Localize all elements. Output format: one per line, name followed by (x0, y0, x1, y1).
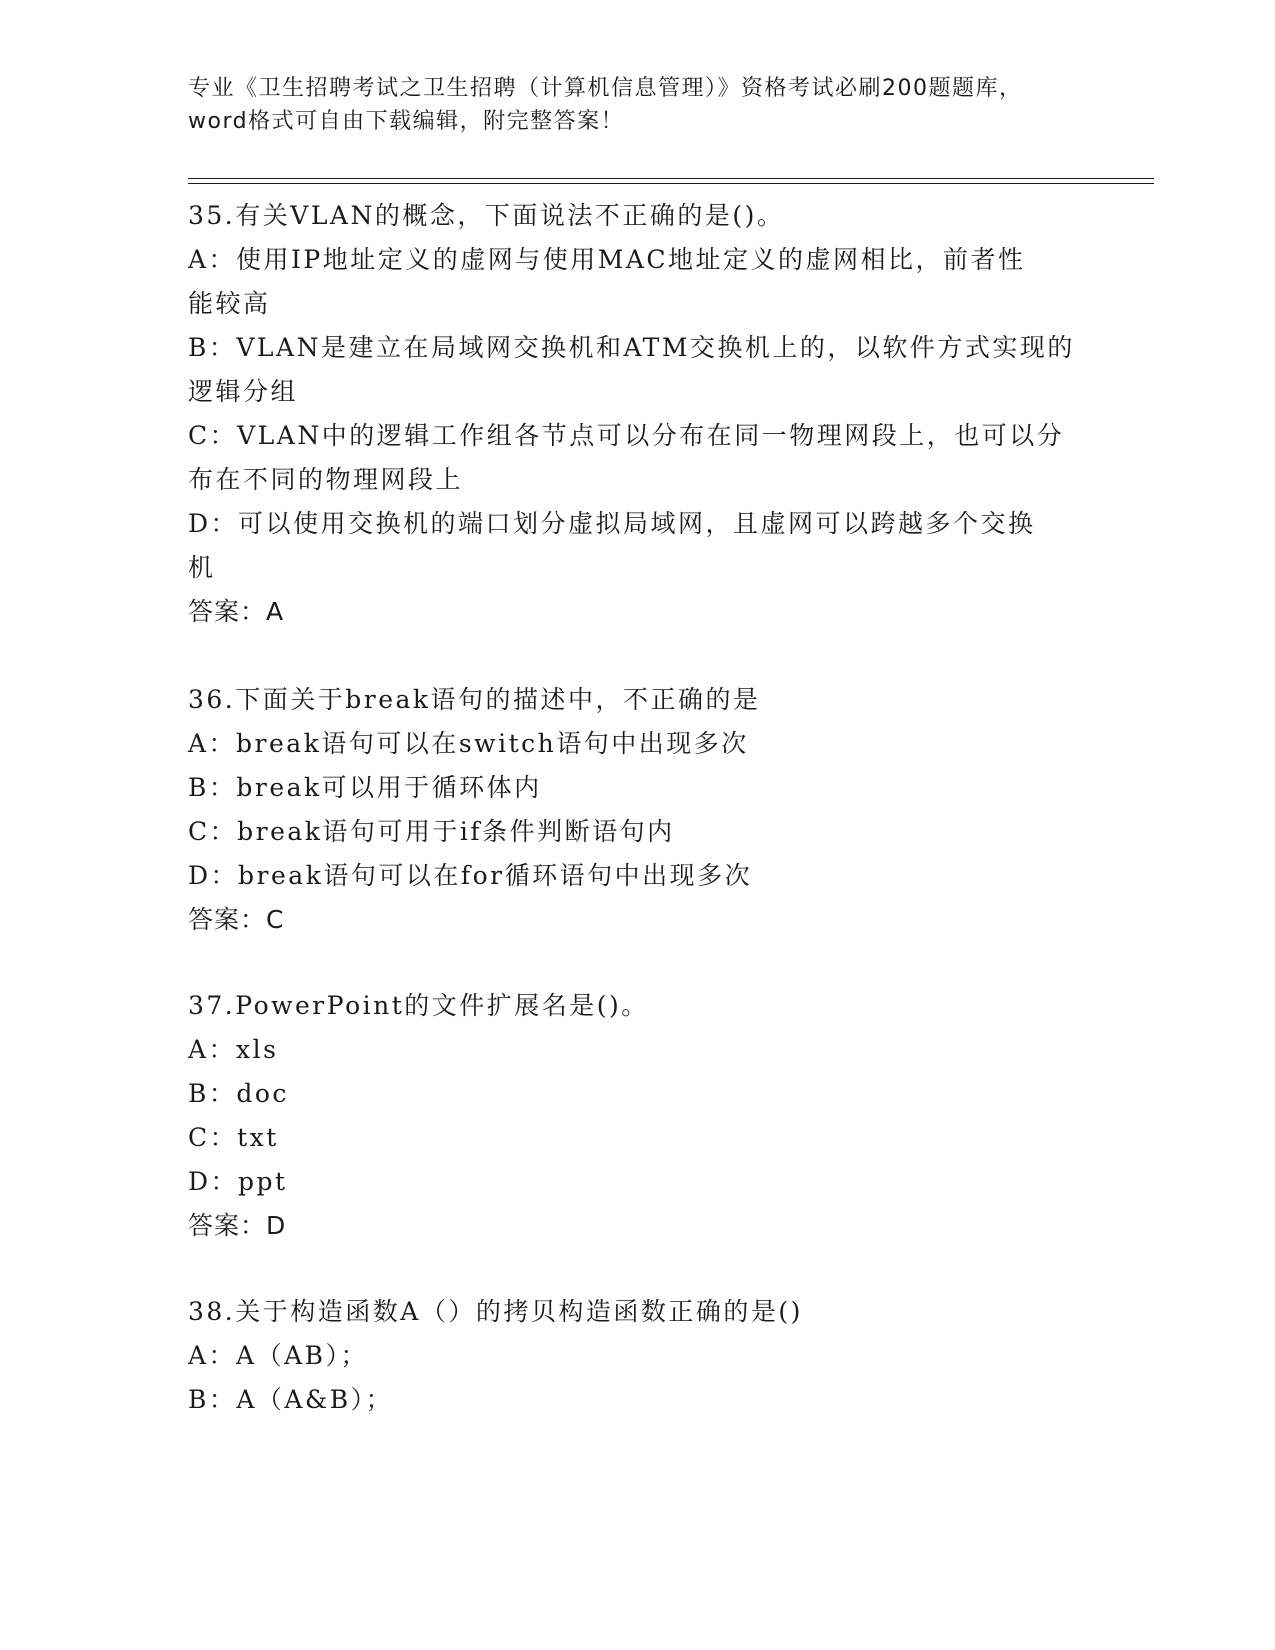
question-37-option-d: D：ppt (188, 1167, 288, 1196)
question-35-option-c: C：VLAN中的逻辑工作组各节点可以分布在同一物理网段上，也可以分 (188, 421, 1065, 450)
question-35-answer: 答案：A (188, 597, 285, 626)
question-36-option-a: A：break语句可以在switch语句中出现多次 (188, 729, 749, 758)
document-header (188, 72, 1088, 138)
question-38-stem: 38.关于构造函数A（）的拷贝构造函数正确的是() (188, 1297, 803, 1326)
question-38-option-a: A：A（AB）； (188, 1341, 369, 1370)
question-36-option-b: B：break可以用于循环体内 (188, 773, 542, 802)
question-36-stem: 36.下面关于break语句的描述中，不正确的是 (188, 685, 761, 714)
question-35-stem: 35.有关VLAN的概念，下面说法不正确的是()。 (188, 201, 785, 230)
question-36-option-d: D：break语句可以在for循环语句中出现多次 (188, 861, 753, 890)
question-37-option-a: A：xls (188, 1035, 279, 1064)
question-35-option-d-cont: 机 (188, 553, 216, 582)
question-35-option-b: B：VLAN是建立在局域网交换机和ATM交换机上的，以软件方式实现的 (188, 333, 1075, 362)
header-divider-top (188, 178, 1154, 179)
question-35-option-d: D：可以使用交换机的端口划分虚拟局域网，且虚网可以跨越多个交换 (188, 509, 1036, 538)
question-37-answer: 答案：D (188, 1211, 287, 1240)
question-35-option-a-cont: 能较高 (188, 289, 271, 318)
question-37-option-b: B：doc (188, 1079, 289, 1108)
question-36-answer: 答案：C (188, 905, 285, 934)
question-36-option-c: C：break语句可用于if条件判断语句内 (188, 817, 675, 846)
question-37-option-c: C：txt (188, 1123, 279, 1152)
header-divider-bottom (188, 183, 1154, 184)
question-37-stem: 37.PowerPoint的文件扩展名是()。 (188, 991, 649, 1020)
question-35-option-b-cont: 逻辑分组 (188, 377, 299, 406)
question-35-option-c-cont: 布在不同的物理网段上 (188, 465, 464, 494)
question-35-option-a: A：使用IP地址定义的虚网与使用MAC地址定义的虚网相比，前者性 (188, 245, 1026, 274)
question-38-option-b: B：A（A&B）； (188, 1385, 394, 1414)
header-title-line-2: word格式可自由下载编辑，附完整答案！ (188, 109, 625, 134)
header-title-line-1: 专业《卫生招聘考试之卫生招聘（计算机信息管理）》资格考试必刷200题题库， (188, 76, 1023, 101)
